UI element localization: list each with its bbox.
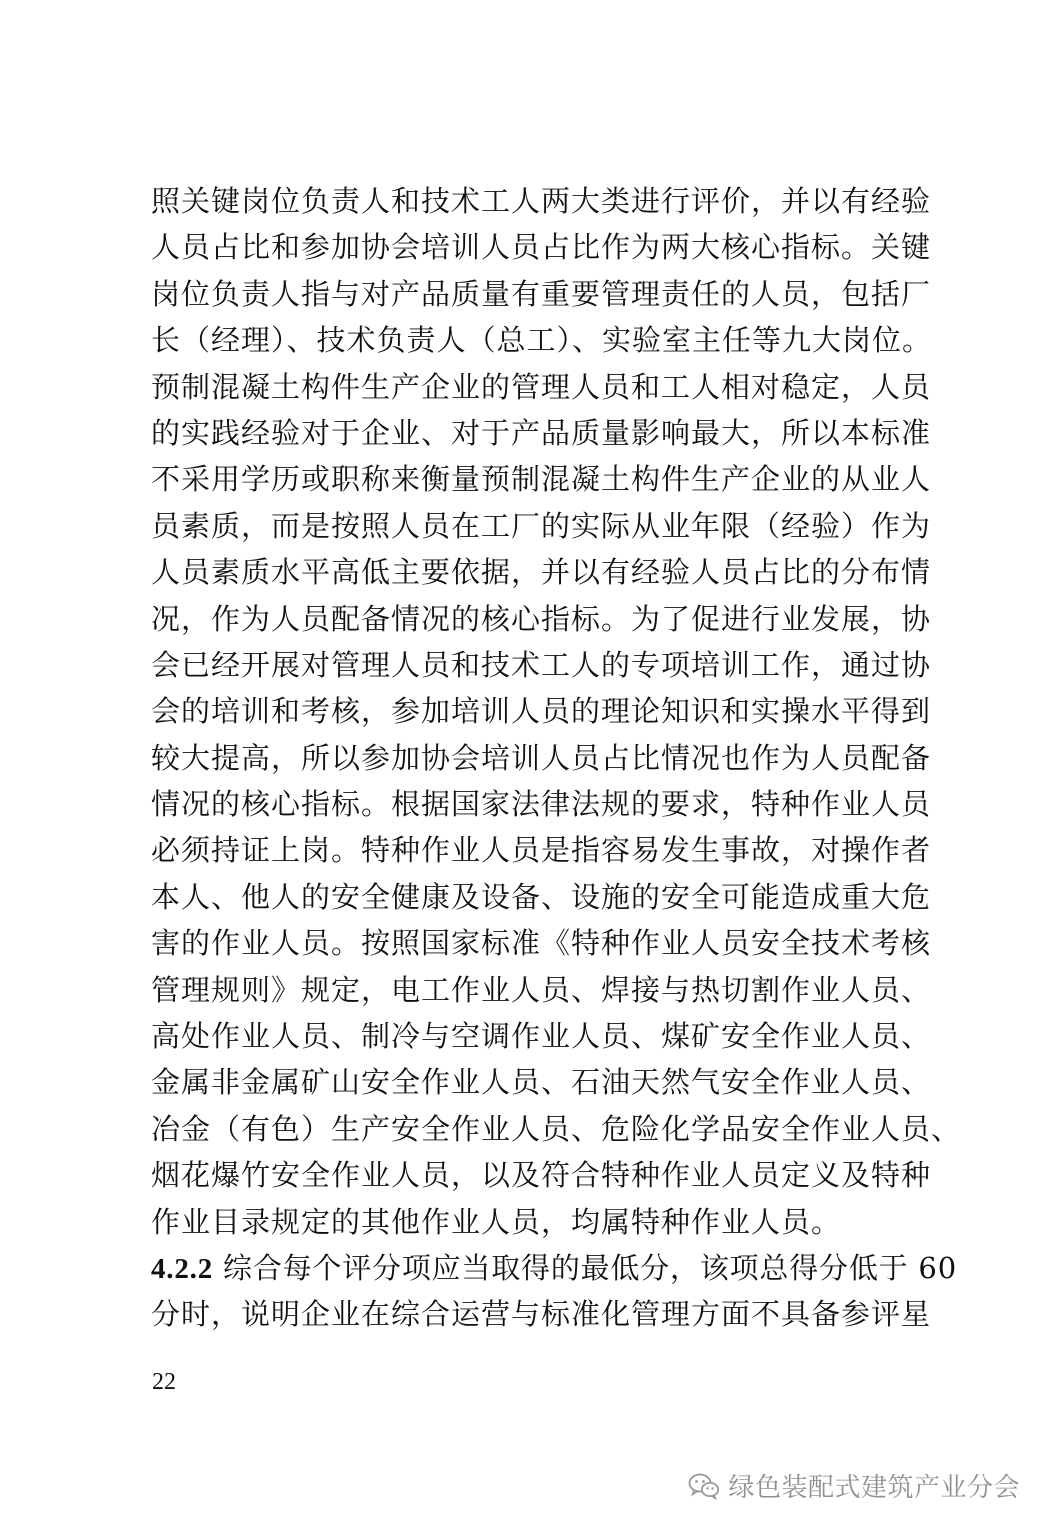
- watermark-text: 绿色装配式建筑产业分会: [728, 1473, 1020, 1503]
- text-line: 长（经理）、技术负责人（总工）、实验室主任等九大岗位。: [151, 323, 933, 358]
- section-number: 4.2.2: [151, 1252, 213, 1285]
- text-line: 不采用学历或职称来衡量预制混凝土构件生产企业的从业人: [151, 462, 932, 497]
- text-line: 岗位负责人指与对产品质量有重要管理责任的人员，包括厂: [151, 276, 932, 311]
- text-line: 较大提高，所以参加协会培训人员占比情况也作为人员配备: [151, 740, 932, 775]
- text-line: 照关键岗位负责人和技术工人两大类进行评价，并以有经验: [151, 184, 932, 218]
- text-line: 会的培训和考核，参加培训人员的理论知识和实操水平得到: [151, 694, 932, 729]
- text-line: 本人、他人的安全健康及设备、设施的安全可能造成重大危: [151, 879, 932, 914]
- text-line: 必须持证上岗。特种作业人员是指容易发生事故，对操作者: [151, 833, 932, 868]
- text-line: 金属非金属矿山安全作业人员、石油天然气安全作业人员、: [151, 1065, 932, 1100]
- text-line: 员素质，而是按照人员在工厂的实际从业年限（经验）作为: [151, 508, 932, 543]
- body-text: [151, 178, 962, 1338]
- text-line: 作业目录规定的其他作业人员，均属特种作业人员。: [151, 1204, 842, 1239]
- text-line: 冶金（有色）生产安全作业人员、危险化学品安全作业人员、: [151, 1111, 962, 1146]
- section-heading-line: [151, 1245, 957, 1291]
- text-line: 分时，说明企业在综合运营与标准化管理方面不具备参评星: [151, 1297, 932, 1332]
- wechat-icon: [688, 1472, 720, 1500]
- text-line: 管理规则》规定，电工作业人员、焊接与热切割作业人员、: [151, 972, 932, 1007]
- text-line: 高处作业人员、制冷与空调作业人员、煤矿安全作业人员、: [151, 1019, 932, 1054]
- page-number: 22: [152, 1369, 176, 1395]
- text-line: 的实践经验对于企业、对于产品质量影响最大，所以本标准: [151, 415, 932, 450]
- text-line: 会已经开展对管理人员和技术工人的专项培训工作，通过协: [151, 647, 932, 682]
- text-line: 情况的核心指标。根据国家法律法规的要求，特种作业人员: [151, 787, 932, 822]
- section-text: 综合每个评分项应当取得的最低分，该项总得分低于 60: [213, 1250, 957, 1285]
- text-line: 况，作为人员配备情况的核心指标。为了促进行业发展，协: [151, 601, 932, 636]
- text-line: 害的作业人员。按照国家标准《特种作业人员安全技术考核: [151, 926, 932, 961]
- text-line: 人员占比和参加协会培训人员占比作为两大核心指标。关键: [151, 230, 932, 265]
- text-line: 预制混凝土构件生产企业的管理人员和工人相对稳定，人员: [151, 369, 932, 404]
- watermark: [688, 1467, 1020, 1504]
- text-line: 烟花爆竹安全作业人员，以及符合特种作业人员定义及特种: [151, 1158, 932, 1193]
- text-line: 人员素质水平高低主要依据，并以有经验人员占比的分布情: [151, 555, 932, 590]
